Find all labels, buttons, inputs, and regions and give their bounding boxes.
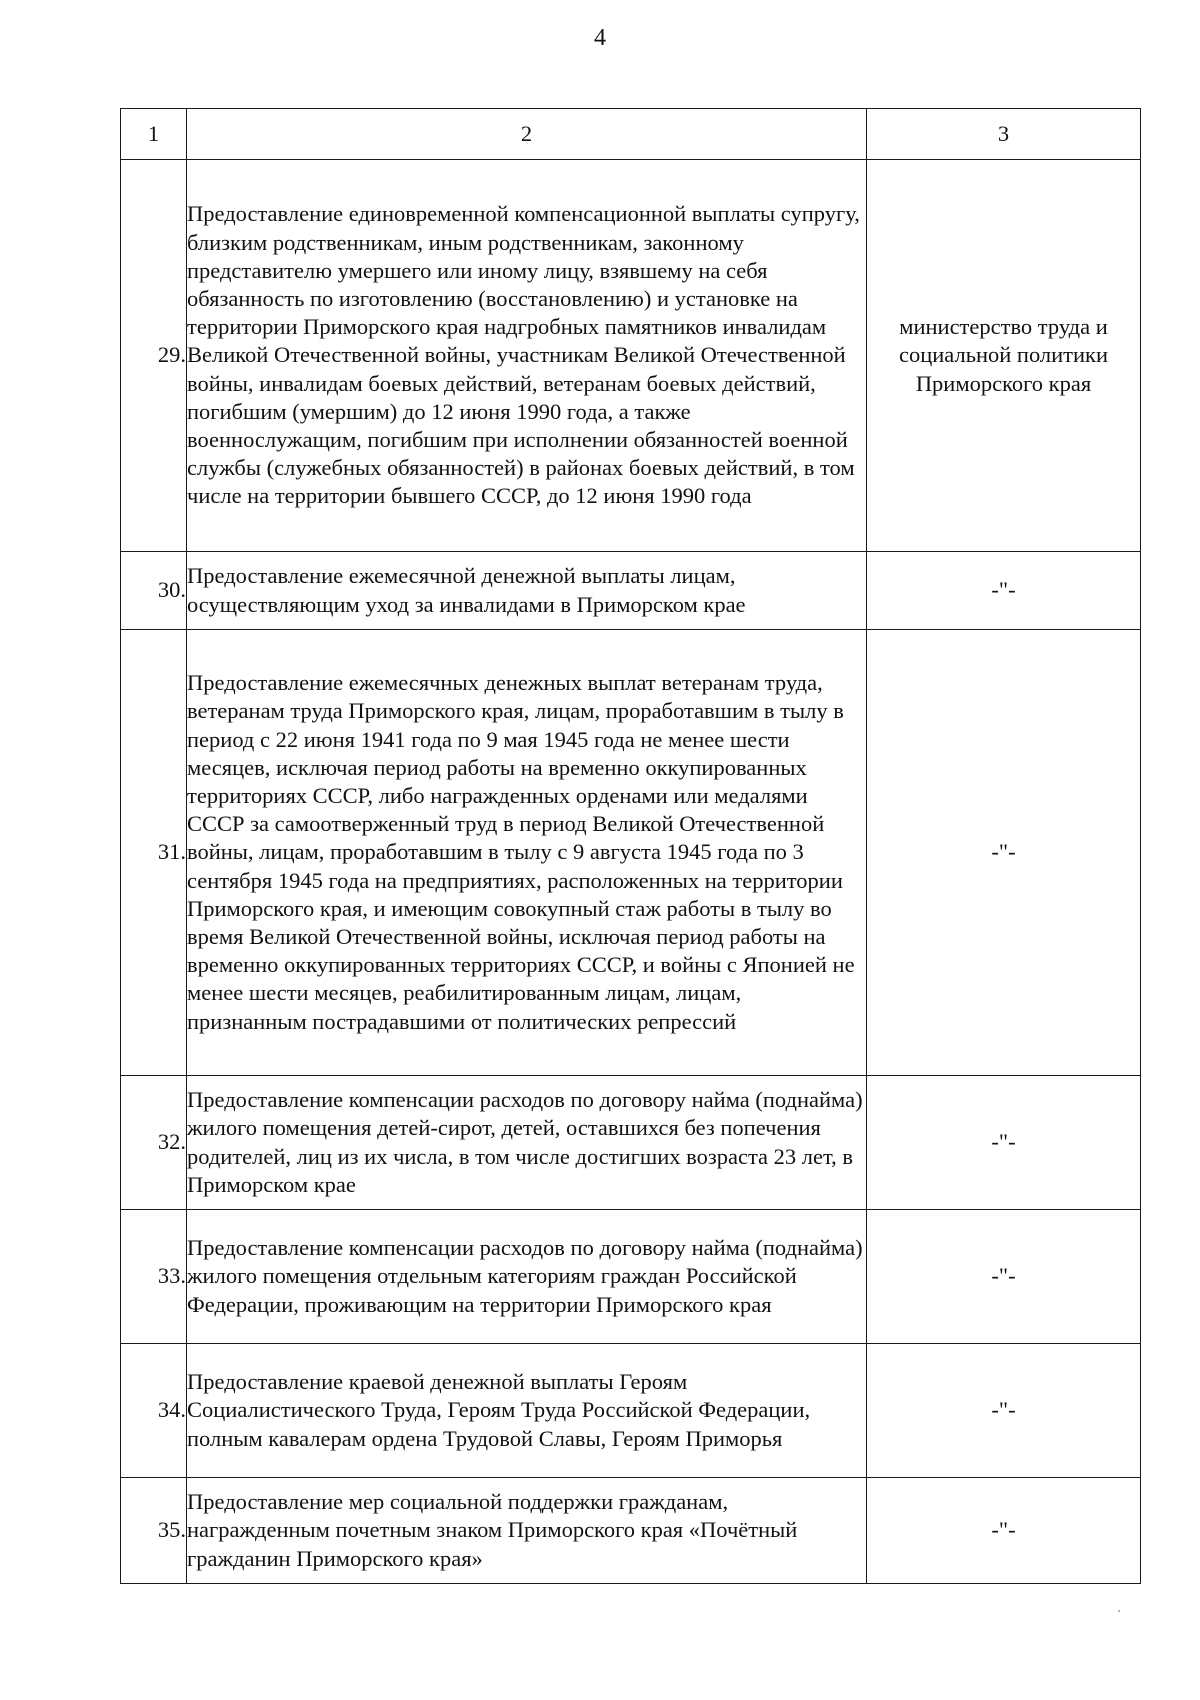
table-row [121,630,1141,1076]
header-cell-desc: 2 [187,109,867,160]
responsible-body: -"- [867,1478,1141,1584]
row-number: 34. [121,1344,187,1478]
service-description: Предоставление ежемесячной денежной выплаты лицам, осуществляющим уход за инвалидами в Приморском крае [187,552,867,630]
header-cell-num: 1 [121,109,187,160]
row-number: 30. [121,552,187,630]
scan-speck [1118,1610,1120,1612]
header-cell-dept: 3 [867,109,1141,160]
service-description: Предоставление компенсации расходов по договору найма (поднайма) жилого помещения детей-сирот, детей, оставшихся без попечения родителей, лиц из их числа, в том числе достигших возраста 23 лет, в Приморском крае [187,1076,867,1210]
responsible-body: -"- [867,1076,1141,1210]
responsible-body: -"- [867,552,1141,630]
table-row [121,1210,1141,1344]
row-number: 29. [121,160,187,552]
row-number: 31. [121,630,187,1076]
service-description: Предоставление мер социальной поддержки гражданам, награжденным почетным знаком Приморского края «Почётный гражданин Приморского края» [187,1478,867,1584]
responsible-body: -"- [867,630,1141,1076]
service-description: Предоставление компенсации расходов по договору найма (поднайма) жилого помещения отдельным категориям граждан Российской Федерации, проживающим на территории Приморского края [187,1210,867,1344]
row-number: 35. [121,1478,187,1584]
row-number: 33. [121,1210,187,1344]
service-description: Предоставление единовременной компенсационной выплаты супругу, близким родственникам, иным родственникам, законному представителю умершего или иному лицу, взявшему на себя обязанность по изготовлению (восстановлению) и установке на территории Приморского края надгробных памятников инвалидам Великой Отечественной войны, участникам Великой Отечественной войны, инвалидам боевых действий, ветеранам боевых действий, погибшим (умершим) до 12 июня 1990 года, а также военнослужащим, погибшим при исполнении обязанностей военной службы (служебных обязанностей) в районах боевых действий, в том числе на территории бывшего СССР, до 12 июня 1990 года [187,160,867,552]
service-description: Предоставление краевой денежной выплаты Героям Социалистического Труда, Героям Труда Российской Федерации, полным кавалерам ордена Трудовой Славы, Героям Приморья [187,1344,867,1478]
table-row [121,1344,1141,1478]
responsible-body: -"- [867,1344,1141,1478]
row-number: 32. [121,1076,187,1210]
table-row [121,1076,1141,1210]
table-row [121,552,1141,630]
page-number: 4 [594,25,606,51]
header-row [121,109,1141,160]
services-table [120,108,1141,1584]
service-description: Предоставление ежемесячных денежных выплат ветеранам труда, ветеранам труда Приморского края, лицам, проработавшим в тылу в период с 22 июня 1941 года по 9 мая 1945 года не менее шести месяцев, исключая период работы на временно оккупированных территориях СССР, либо награжденных орденами или медалями СССР за самоотверженный труд в период Великой Отечественной войны, лицам, проработавшим в тылу с 9 августа 1945 года по 3 сентября 1945 года на предприятиях, расположенных на территории Приморского края, и имеющим совокупный стаж работы в тылу во время Великой Отечественной войны, исключая период работы на временно оккупированных территориях СССР, и войны с Японией не менее шести месяцев, реабилитированным лицам, лицам, признанным пострадавшими от политических репрессий [187,630,867,1076]
table-row [121,1478,1141,1584]
table-row [121,160,1141,552]
responsible-body: министерство труда и социальной политики Приморского края [867,160,1141,552]
responsible-body: -"- [867,1210,1141,1344]
